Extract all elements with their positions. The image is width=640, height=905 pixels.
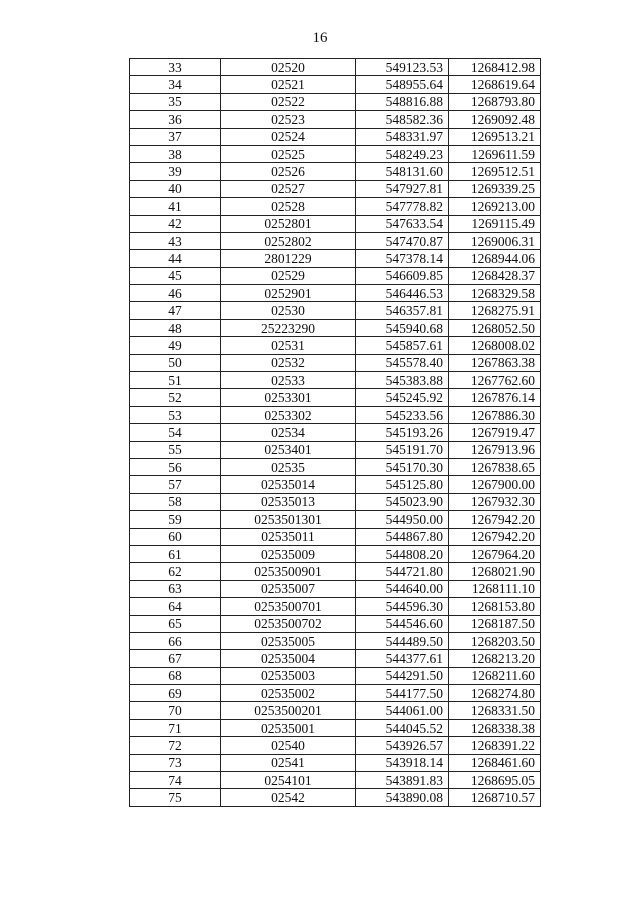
x-coordinate-cell: 545233.56 — [356, 406, 449, 423]
x-coordinate-cell: 545125.80 — [356, 476, 449, 493]
table-row — [130, 632, 541, 649]
table-row — [130, 319, 541, 336]
point-number-cell: 63 — [130, 580, 221, 597]
point-number-cell: 36 — [130, 111, 221, 128]
point-id-cell: 02542 — [221, 789, 356, 806]
point-id-cell: 02535003 — [221, 667, 356, 684]
y-coordinate-cell: 1268329.58 — [449, 285, 541, 302]
point-number-cell: 57 — [130, 476, 221, 493]
point-id-cell: 02535002 — [221, 685, 356, 702]
point-id-cell: 02541 — [221, 754, 356, 771]
y-coordinate-cell: 1269513.21 — [449, 128, 541, 145]
table-row — [130, 424, 541, 441]
y-coordinate-cell: 1268052.50 — [449, 319, 541, 336]
y-coordinate-cell: 1269611.59 — [449, 145, 541, 162]
y-coordinate-cell: 1267863.38 — [449, 354, 541, 371]
y-coordinate-cell: 1268461.60 — [449, 754, 541, 771]
table-row — [130, 685, 541, 702]
point-id-cell: 02525 — [221, 145, 356, 162]
y-coordinate-cell: 1267876.14 — [449, 389, 541, 406]
table-row — [130, 59, 541, 76]
table-row — [130, 302, 541, 319]
x-coordinate-cell: 545383.88 — [356, 372, 449, 389]
x-coordinate-cell: 544640.00 — [356, 580, 449, 597]
x-coordinate-cell: 545023.90 — [356, 493, 449, 510]
point-id-cell: 2801229 — [221, 250, 356, 267]
point-id-cell: 25223290 — [221, 319, 356, 336]
x-coordinate-cell: 544808.20 — [356, 545, 449, 562]
point-number-cell: 37 — [130, 128, 221, 145]
y-coordinate-cell: 1267942.20 — [449, 528, 541, 545]
x-coordinate-cell: 548955.64 — [356, 76, 449, 93]
x-coordinate-cell: 547378.14 — [356, 250, 449, 267]
point-id-cell: 02532 — [221, 354, 356, 371]
point-number-cell: 69 — [130, 685, 221, 702]
y-coordinate-cell: 1268695.05 — [449, 772, 541, 789]
table-row — [130, 267, 541, 284]
table-row — [130, 493, 541, 510]
point-number-cell: 74 — [130, 772, 221, 789]
x-coordinate-cell: 548816.88 — [356, 93, 449, 110]
x-coordinate-cell: 547470.87 — [356, 232, 449, 249]
table-row — [130, 667, 541, 684]
y-coordinate-cell: 1267942.20 — [449, 511, 541, 528]
point-id-cell: 0253500701 — [221, 598, 356, 615]
point-id-cell: 0253301 — [221, 389, 356, 406]
table-row — [130, 719, 541, 736]
x-coordinate-cell: 544045.52 — [356, 719, 449, 736]
y-coordinate-cell: 1267932.30 — [449, 493, 541, 510]
table-row — [130, 198, 541, 215]
point-id-cell: 02523 — [221, 111, 356, 128]
y-coordinate-cell: 1268008.02 — [449, 337, 541, 354]
point-number-cell: 49 — [130, 337, 221, 354]
y-coordinate-cell: 1267964.20 — [449, 545, 541, 562]
point-number-cell: 71 — [130, 719, 221, 736]
point-number-cell: 51 — [130, 372, 221, 389]
y-coordinate-cell: 1268153.80 — [449, 598, 541, 615]
point-number-cell: 38 — [130, 145, 221, 162]
y-coordinate-cell: 1267900.00 — [449, 476, 541, 493]
point-id-cell: 0252901 — [221, 285, 356, 302]
y-coordinate-cell: 1269213.00 — [449, 198, 541, 215]
table-row — [130, 702, 541, 719]
x-coordinate-cell: 545940.68 — [356, 319, 449, 336]
point-number-cell: 60 — [130, 528, 221, 545]
point-number-cell: 48 — [130, 319, 221, 336]
y-coordinate-cell: 1267919.47 — [449, 424, 541, 441]
point-number-cell: 65 — [130, 615, 221, 632]
point-number-cell: 55 — [130, 441, 221, 458]
x-coordinate-cell: 545857.61 — [356, 337, 449, 354]
y-coordinate-cell: 1269092.48 — [449, 111, 541, 128]
point-id-cell: 0254101 — [221, 772, 356, 789]
point-number-cell: 53 — [130, 406, 221, 423]
x-coordinate-cell: 544721.80 — [356, 563, 449, 580]
y-coordinate-cell: 1268187.50 — [449, 615, 541, 632]
y-coordinate-cell: 1268793.80 — [449, 93, 541, 110]
point-number-cell: 35 — [130, 93, 221, 110]
y-coordinate-cell: 1268275.91 — [449, 302, 541, 319]
point-id-cell: 02535014 — [221, 476, 356, 493]
table-row — [130, 754, 541, 771]
y-coordinate-cell: 1269006.31 — [449, 232, 541, 249]
x-coordinate-cell: 548249.23 — [356, 145, 449, 162]
table-row — [130, 580, 541, 597]
point-number-cell: 34 — [130, 76, 221, 93]
point-number-cell: 45 — [130, 267, 221, 284]
coordinates-table — [129, 58, 541, 807]
point-number-cell: 33 — [130, 59, 221, 76]
point-id-cell: 02535 — [221, 458, 356, 475]
point-number-cell: 73 — [130, 754, 221, 771]
point-id-cell: 0253500901 — [221, 563, 356, 580]
point-number-cell: 56 — [130, 458, 221, 475]
point-id-cell: 02530 — [221, 302, 356, 319]
x-coordinate-cell: 544489.50 — [356, 632, 449, 649]
x-coordinate-cell: 548582.36 — [356, 111, 449, 128]
point-id-cell: 02535005 — [221, 632, 356, 649]
y-coordinate-cell: 1267838.65 — [449, 458, 541, 475]
table-row — [130, 650, 541, 667]
point-number-cell: 46 — [130, 285, 221, 302]
y-coordinate-cell: 1268213.20 — [449, 650, 541, 667]
point-number-cell: 59 — [130, 511, 221, 528]
y-coordinate-cell: 1268331.50 — [449, 702, 541, 719]
y-coordinate-cell: 1268412.98 — [449, 59, 541, 76]
point-id-cell: 0253401 — [221, 441, 356, 458]
x-coordinate-cell: 547927.81 — [356, 180, 449, 197]
point-id-cell: 02533 — [221, 372, 356, 389]
y-coordinate-cell: 1268944.06 — [449, 250, 541, 267]
x-coordinate-cell: 545578.40 — [356, 354, 449, 371]
table-row — [130, 215, 541, 232]
table-row — [130, 232, 541, 249]
point-id-cell: 0252802 — [221, 232, 356, 249]
point-number-cell: 64 — [130, 598, 221, 615]
table-row — [130, 145, 541, 162]
x-coordinate-cell: 544867.80 — [356, 528, 449, 545]
point-number-cell: 70 — [130, 702, 221, 719]
y-coordinate-cell: 1268391.22 — [449, 737, 541, 754]
y-coordinate-cell: 1267886.30 — [449, 406, 541, 423]
point-number-cell: 41 — [130, 198, 221, 215]
point-number-cell: 43 — [130, 232, 221, 249]
point-number-cell: 40 — [130, 180, 221, 197]
point-number-cell: 66 — [130, 632, 221, 649]
table-row — [130, 441, 541, 458]
x-coordinate-cell: 544546.60 — [356, 615, 449, 632]
x-coordinate-cell: 544596.30 — [356, 598, 449, 615]
point-number-cell: 39 — [130, 163, 221, 180]
table-row — [130, 458, 541, 475]
point-number-cell: 67 — [130, 650, 221, 667]
point-id-cell: 02535007 — [221, 580, 356, 597]
point-id-cell: 02529 — [221, 267, 356, 284]
x-coordinate-cell: 545245.92 — [356, 389, 449, 406]
table-row — [130, 180, 541, 197]
page-number: 16 — [312, 30, 328, 46]
point-id-cell: 02535004 — [221, 650, 356, 667]
point-number-cell: 47 — [130, 302, 221, 319]
table-row — [130, 545, 541, 562]
table-row — [130, 93, 541, 110]
y-coordinate-cell: 1268111.10 — [449, 580, 541, 597]
table-row — [130, 772, 541, 789]
x-coordinate-cell: 544377.61 — [356, 650, 449, 667]
y-coordinate-cell: 1268021.90 — [449, 563, 541, 580]
table-row — [130, 789, 541, 806]
x-coordinate-cell: 548331.97 — [356, 128, 449, 145]
table-row — [130, 250, 541, 267]
table-row — [130, 737, 541, 754]
x-coordinate-cell: 543890.08 — [356, 789, 449, 806]
point-id-cell: 0253500201 — [221, 702, 356, 719]
x-coordinate-cell: 543926.57 — [356, 737, 449, 754]
x-coordinate-cell: 546357.81 — [356, 302, 449, 319]
table-row — [130, 163, 541, 180]
table-row — [130, 563, 541, 580]
coordinates-table-body — [130, 59, 541, 807]
y-coordinate-cell: 1268274.80 — [449, 685, 541, 702]
x-coordinate-cell: 548131.60 — [356, 163, 449, 180]
table-row — [130, 337, 541, 354]
point-number-cell: 44 — [130, 250, 221, 267]
table-row — [130, 111, 541, 128]
point-id-cell: 02521 — [221, 76, 356, 93]
x-coordinate-cell: 546446.53 — [356, 285, 449, 302]
x-coordinate-cell: 545193.26 — [356, 424, 449, 441]
point-number-cell: 52 — [130, 389, 221, 406]
point-id-cell: 02522 — [221, 93, 356, 110]
x-coordinate-cell: 544061.00 — [356, 702, 449, 719]
y-coordinate-cell: 1267913.96 — [449, 441, 541, 458]
x-coordinate-cell: 543918.14 — [356, 754, 449, 771]
y-coordinate-cell: 1268338.38 — [449, 719, 541, 736]
x-coordinate-cell: 544291.50 — [356, 667, 449, 684]
y-coordinate-cell: 1269512.51 — [449, 163, 541, 180]
x-coordinate-cell: 545191.70 — [356, 441, 449, 458]
point-id-cell: 02527 — [221, 180, 356, 197]
point-id-cell: 02540 — [221, 737, 356, 754]
x-coordinate-cell: 549123.53 — [356, 59, 449, 76]
y-coordinate-cell: 1268619.64 — [449, 76, 541, 93]
point-id-cell: 0253500702 — [221, 615, 356, 632]
y-coordinate-cell: 1268203.50 — [449, 632, 541, 649]
point-id-cell: 02520 — [221, 59, 356, 76]
table-row — [130, 354, 541, 371]
point-number-cell: 42 — [130, 215, 221, 232]
point-number-cell: 58 — [130, 493, 221, 510]
x-coordinate-cell: 546609.85 — [356, 267, 449, 284]
table-row — [130, 285, 541, 302]
y-coordinate-cell: 1268710.57 — [449, 789, 541, 806]
point-number-cell: 68 — [130, 667, 221, 684]
table-row — [130, 406, 541, 423]
point-number-cell: 62 — [130, 563, 221, 580]
point-id-cell: 02524 — [221, 128, 356, 145]
point-id-cell: 02535011 — [221, 528, 356, 545]
x-coordinate-cell: 547633.54 — [356, 215, 449, 232]
point-number-cell: 61 — [130, 545, 221, 562]
y-coordinate-cell: 1269115.49 — [449, 215, 541, 232]
x-coordinate-cell: 544177.50 — [356, 685, 449, 702]
y-coordinate-cell: 1268211.60 — [449, 667, 541, 684]
point-id-cell: 02526 — [221, 163, 356, 180]
point-id-cell: 0253501301 — [221, 511, 356, 528]
point-id-cell: 02535013 — [221, 493, 356, 510]
table-row — [130, 615, 541, 632]
table-row — [130, 389, 541, 406]
y-coordinate-cell: 1267762.60 — [449, 372, 541, 389]
point-number-cell: 72 — [130, 737, 221, 754]
point-id-cell: 02535001 — [221, 719, 356, 736]
x-coordinate-cell: 547778.82 — [356, 198, 449, 215]
y-coordinate-cell: 1268428.37 — [449, 267, 541, 284]
table-row — [130, 476, 541, 493]
y-coordinate-cell: 1269339.25 — [449, 180, 541, 197]
point-id-cell: 02535009 — [221, 545, 356, 562]
point-number-cell: 75 — [130, 789, 221, 806]
table-row — [130, 76, 541, 93]
table-row — [130, 128, 541, 145]
point-id-cell: 02531 — [221, 337, 356, 354]
point-id-cell: 0253302 — [221, 406, 356, 423]
point-id-cell: 0252801 — [221, 215, 356, 232]
x-coordinate-cell: 545170.30 — [356, 458, 449, 475]
point-number-cell: 54 — [130, 424, 221, 441]
point-number-cell: 50 — [130, 354, 221, 371]
table-row — [130, 511, 541, 528]
table-row — [130, 598, 541, 615]
x-coordinate-cell: 544950.00 — [356, 511, 449, 528]
point-id-cell: 02534 — [221, 424, 356, 441]
point-id-cell: 02528 — [221, 198, 356, 215]
table-row — [130, 528, 541, 545]
table-row — [130, 372, 541, 389]
x-coordinate-cell: 543891.83 — [356, 772, 449, 789]
